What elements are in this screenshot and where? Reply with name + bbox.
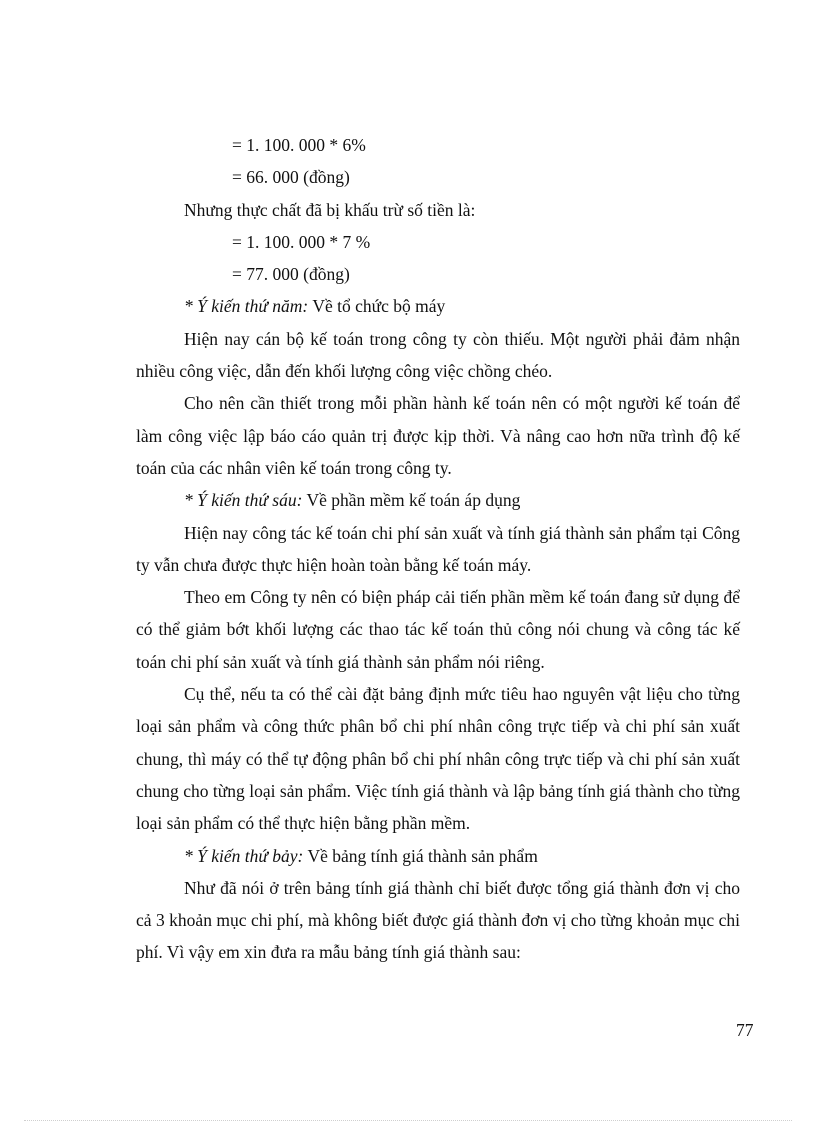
equation-result: = 77. 000 (đồng) [232,264,350,285]
paragraph [136,387,740,484]
deduction-intro: Nhưng thực chất đã bị khấu trừ số tiền là: [184,199,476,220]
paragraph [136,517,740,582]
equation-line: = 1. 100. 000 * 6% [232,135,366,155]
equation-line: = 1. 100. 000 * 7 % [232,231,371,252]
section-label: * Ý kiến thứ năm: [184,296,309,317]
section-title: Về phần mềm kế toán áp dụng [302,490,521,511]
section-label: * Ý kiến thứ bảy: [184,845,304,866]
paragraph [136,323,740,388]
section-heading-6 [136,484,740,516]
section-title: Về bảng tính giá thành sản phẩm [303,845,538,866]
page-bottom-divider [24,1120,792,1121]
paragraph-text: Cụ thể, nếu ta có thể cài đặt bảng định mức tiêu hao nguyên vật liệu cho từng loại sản phẩm và công thức phân bổ chi phí nhân công trực tiếp và chi phí sản xuất chung, thì máy có thể tự động phân bổ chi phí nhân công trực tiếp và chi phí sản xuất chung cho từng loại sản phẩm. Việc tính giá thành và lập bảng tính giá thành cho từng loại sản phẩm có thể thực hiện bằng phần mềm. [136,684,740,834]
paragraph [136,872,740,969]
paragraph-text: Theo em Công ty nên có biện pháp cải tiến phần mềm kế toán đang sử dụng để có thể giảm bớt khối lượng các thao tác kế toán thủ công nói chung và công tác kế toán chi phí sản xuất và tính giá thành sản phẩm nói riêng. [136,587,740,672]
paragraph-text: Cho nên cần thiết trong mỗi phần hành kế toán nên có một người kế toán để làm công việc lập báo cáo quản trị được kịp thời. Và nâng cao hơn nữa trình độ kế toán của các nhân viên kế toán trong công ty. [136,393,740,478]
equation-result: = 66. 000 (đồng) [232,167,350,188]
paragraph-text: Hiện nay cán bộ kế toán trong công ty còn thiếu. Một người phải đảm nhận nhiều công việc, dẫn đến khối lượng công việc chồng chéo. [136,328,740,382]
section-heading-7 [136,840,740,872]
section-title: Về tổ chức bộ máy [308,296,446,317]
page-body [136,129,740,969]
section-heading-5 [136,290,740,322]
paragraph-text: Như đã nói ở trên bảng tính giá thành chỉ biết được tổng giá thành đơn vị cho cả 3 khoản mục chi phí, mà không biết được giá thành đơn vị cho từng khoản mục chi phí. Vì vậy em xin đưa ra mẫu bảng tính giá thành sau: [136,877,740,963]
paragraph [136,678,740,839]
section-label: * Ý kiến thứ sáu: [184,490,303,511]
page-number: 77 [736,1020,754,1040]
paragraph [136,581,740,678]
paragraph-text: Hiện nay công tác kế toán chi phí sản xuất và tính giá thành sản phẩm tại Công ty vẫn chưa được thực hiện hoàn toàn bằng kế toán máy. [136,522,740,575]
